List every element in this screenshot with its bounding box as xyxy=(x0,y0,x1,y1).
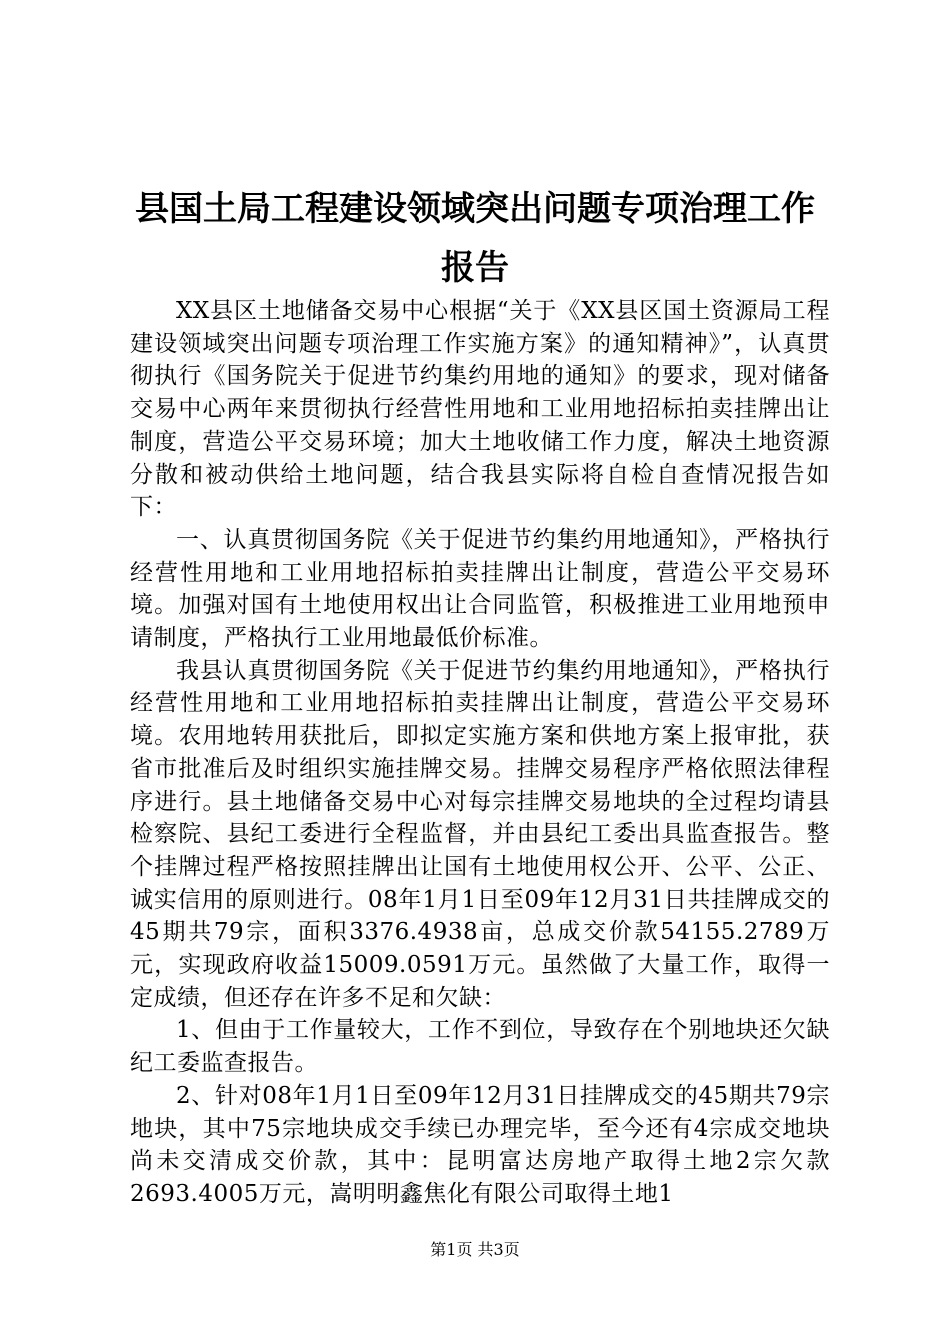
document-title-line-2: 报告 xyxy=(441,248,509,288)
issue-one-paragraph: 1、但由于工作量较大，工作不到位，导致存在个别地块还欠缺纪工委监查报告。 xyxy=(130,1017,830,1077)
document-title-line-1: 县国土局工程建设领域突出问题专项治理工作 xyxy=(135,189,815,229)
implementation-paragraph: 我县认真贯彻国务院《关于促进节约集约用地通知》，严格执行经营性用地和工业用地招标拍卖挂牌出让制度，营造公平交易环境。农用地转用获批后，即拟定实施方案和供地方案上报审批，获省市批准后及时组织实施挂牌交易。挂牌交易程序严格依照法律程序进行。县土地储备交易中心对每宗挂牌交易地块的全过程均请县检察院、县纪工委进行全程监督，并由县纪工委出具监查报告。整个挂牌过程严格按照挂牌出让国有土地使用权公开、公平、公正、诚实信用的原则进行。08年1月1日至09年12月31日共挂牌成交的45期共79宗，面积3376.4938亩，总成交价款54155.2789万元，实现政府收益15009.0591万元。虽然做了大量工作，取得一定成绩，但还存在许多不足和欠缺： xyxy=(130,657,830,1011)
intro-paragraph: XX县区土地储备交易中心根据“关于《XX县区国土资源局工程建设领域突出问题专项治理工作实施方案》的通知精神》”，认真贯彻执行《国务院关于促进节约集约用地的通知》的要求，现对储备交易中心两年来贯彻执行经营性用地和工业用地招标拍卖挂牌出让制度，营造公平交易环境；加大土地收储工作力度，解决土地资源分散和被动供给土地问题，结合我县实际将自检自查情况报告如下： xyxy=(130,298,830,521)
page-indicator: 第1页 共3页 xyxy=(430,1240,520,1259)
issue-two-paragraph: 2、针对08年1月1日至09年12月31日挂牌成交的45期共79宗地块，其中75宗地块成交手续已办理完毕，至今还有4宗成交地块尚未交清成交价款，其中：昆明富达房地产取得土地2宗欠款2693.4005万元，嵩明明鑫焦化有限公司取得土地1 xyxy=(130,1082,830,1207)
section-one-heading-paragraph: 一、认真贯彻国务院《关于促进节约集约用地通知》，严格执行经营性用地和工业用地招标拍卖挂牌出让制度，营造公平交易环境。加强对国有土地使用权出让合同监管，积极推进工业用地预申请制度，严格执行工业用地最低价标准。 xyxy=(130,526,830,652)
document-body xyxy=(130,295,830,1211)
